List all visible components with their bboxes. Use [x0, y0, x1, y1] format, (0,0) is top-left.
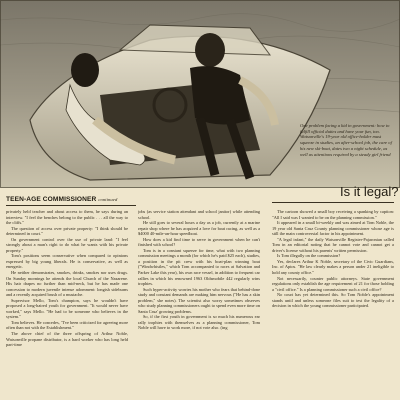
heading-continued: continued — [98, 197, 118, 202]
paragraph: Is Tom illegally on the commission? — [277, 253, 341, 259]
paragraph: jobs (as service station attendant and school janitor) while attending school. — [138, 209, 260, 220]
text-column-1 — [6, 209, 128, 397]
paragraph: Tom's positions seem conservative when compared to opinions expressed by big young liberals. He is conservative, as well as energetic. — [6, 253, 128, 270]
heading-rule-right — [272, 202, 394, 203]
paragraph: He still goes to several hours a day as a job, currently at a marine repair shop where he has acquired a love for boat racing, as well as a $4000 40-mile-an-hour speedboat. — [138, 220, 260, 237]
paragraph: The cartoon showed a small boy receiving a spanking by caption: "All I said was I wanted to be on the planning commission." — [272, 209, 394, 220]
paragraph: The question of access over private property: "I think should be determined in court." — [6, 225, 128, 237]
paragraph: How does a kid find time to serve in government when he can't finished with school? — [138, 236, 260, 248]
paragraph: privately held teacher and about access to them, he says during an interview. "I feel the benches belong to the public . . . all the way to the cliffs." — [6, 209, 128, 226]
paragraph: So, if the first youth in government is so much his numerous ear rally trophies with themselves as a planning commissioner, Tom Noble will have to work more, if not vote also. (ing — [138, 314, 260, 331]
paragraph: It appeared in a small bi-weekly and was aimed at Tom Noble, the 19 year old Santa Cruz County planning commissioner whose age is still the main controversial factor in his appointment. — [272, 220, 394, 237]
text-column-2 — [138, 209, 260, 397]
heading-title: TEEN-AGE COMMISSIONER — [6, 196, 97, 203]
paragraph: "A legal infant," the daily Watsonville Register-Pajaronian called Tom in an editorial noting that he cannot vote and cannot get a driver's license without his parents' written permission. — [272, 236, 394, 253]
heading-rule-left — [6, 205, 136, 206]
paragraph: Not necessarily, counter public attorneys. State government regulations only establish the age requirement of 21 for those holding a "civil office." Is a planning commissioner such a civil office? — [272, 275, 394, 292]
paragraph: Supervisor Mello, Tom's champion, says he wouldn't have proposed a long-haired youth for government. "It would never have worked," says Mello. "He had to be someone who believes in the system." — [6, 297, 128, 320]
paragraph: Tom believes. He concedes, "I've been criticized for agreeing more often than not with the Establishment." — [6, 319, 128, 331]
text-column-3 — [272, 209, 394, 397]
article-heading-is-it-legal: Is it legal? — [340, 184, 399, 199]
photo-boat — [0, 0, 400, 188]
photo-caption: One problem facing a kid in government: how to fulfill official duties and have your fun, too. Watsonville's 19-year old office-holder must squeeze in studies, an after-school job, the care of his new ski-boat, dates two a night schedule, as well as attentions required by a steady girl friend — [300, 123, 392, 157]
paragraph: Such hyper-activity worries his mother who fears that behind-done study and constant demands are making him nervous ("He has a skin problem," she notes). The scientist also worry sometimes observes who study planning commissioners ought to spend even more time on Santa Cruz' growing problems. — [138, 286, 260, 314]
paragraph: Tom is in a constant squeeze for time, what with two planning commission meetings a month (for which he's paid $25 each), studies, a position in the pit crew with his boat-plan winning boat ("Windwhistles," which Tom accompanied to races at Salvation and Parker Lake this year), his own race vessel, in addition to frequent car rallies in which his renowned 1963 Oldsmobile 442 regularly wins trophies. — [138, 247, 260, 287]
paragraph: He neither demonstrates, smokes, drinks, smokes nor uses drugs. On Sunday mornings he attends the local Church of the Nazarene. His hair drapes no further than mid-neck, but he has made one concession to modern juvenile intense adornment: longish sideburns and a recently acquired brush of a mustache. — [6, 270, 128, 298]
paragraph: The above chief of the three offspring of Arthur Noble, Watsonville propane distributor, is a hard worker who has long held part-time — [6, 331, 128, 348]
paragraph: Yes, declares Arthur K Noble, secretary of the Civic Guardians, Inc. of Aptos. "He law clearly makes a person under 21 ineligible to hold any county office." — [272, 258, 394, 276]
paragraph: On government control over the use of private land: "I feel strongly about a man's right to do what he wants with his private property." — [6, 236, 128, 253]
paragraph: No court has yet determined this. So Tom Noble's appointment stands until and unless someone files suit to test the legality of a decision in which the young commissioner participated. — [272, 292, 394, 309]
article-heading-teen-age-commissioner — [6, 196, 206, 203]
